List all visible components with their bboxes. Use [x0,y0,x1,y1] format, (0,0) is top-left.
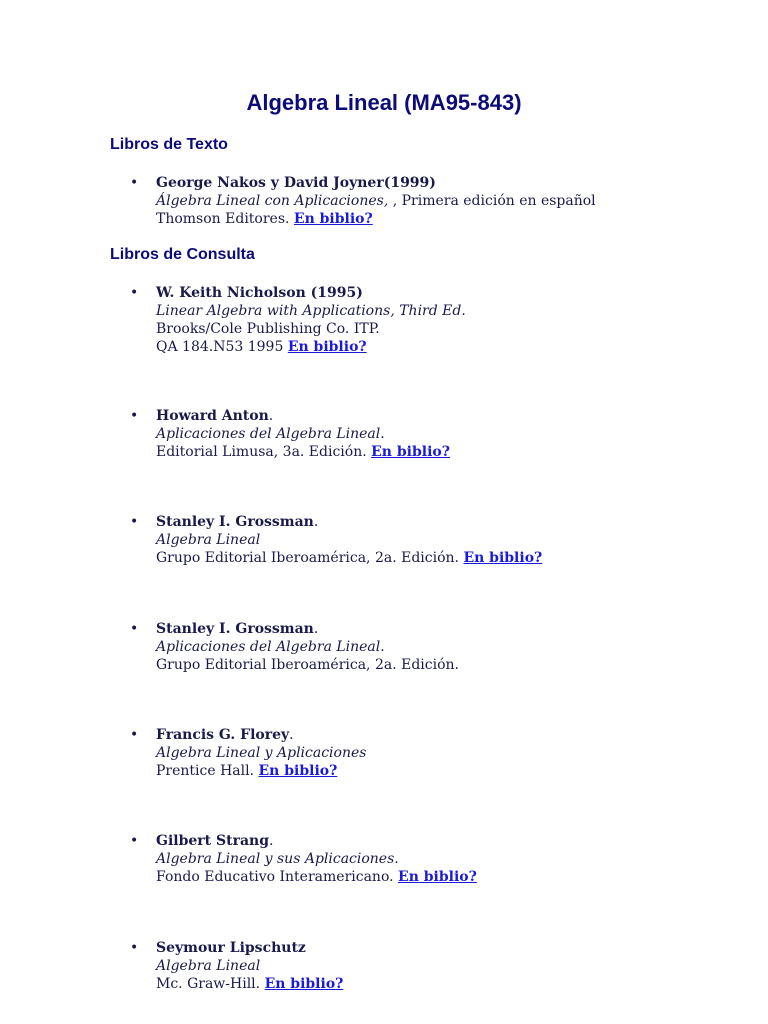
en-biblio-link[interactable]: En biblio? [398,869,477,885]
en-biblio-link[interactable]: En biblio? [371,444,450,460]
call-number-line: QA 184.N53 1995 En biblio? [156,339,367,355]
publisher-line: Fondo Educativo Interamericano. En biblio? [156,869,477,885]
bullet-icon: • [130,940,139,956]
book-title: Linear Algebra with Applications, Third Ed [156,303,462,319]
bullet-icon: • [130,514,139,530]
book-title: Algebra Lineal [156,958,261,974]
book-title: Aplicaciones del Algebra Lineal [156,426,381,442]
publisher-line: Grupo Editorial Iberoamérica, 2a. Edición. En biblio? [156,550,543,566]
en-biblio-link[interactable]: En biblio? [264,976,344,992]
en-biblio-link[interactable]: En biblio? [293,211,373,227]
author: Seymour Lipschutz [156,940,306,956]
author: W. Keith Nicholson (1995) [156,285,363,301]
book-title: Algebra Lineal [156,532,261,548]
book-title-line [156,957,726,975]
author: Gilbert Strang. [156,833,274,849]
bullet-icon: • [130,408,139,424]
book-title: Algebra Lineal y Aplicaciones [156,745,367,761]
bullet-icon: • [130,727,139,743]
book-title-line [156,744,726,762]
book-title-line: Álgebra Lineal con Aplicaciones, , Primera edición en español [156,193,596,209]
publisher-line: Mc. Graw-Hill. En biblio? [156,976,344,992]
book-title: Álgebra Lineal con Aplicaciones, [156,193,389,209]
publisher-line: Thomson Editores. En biblio? [156,211,373,227]
book-title-line: Algebra Lineal y sus Aplicaciones. [156,851,399,867]
book-title-line: Linear Algebra with Applications, Third Ed. [156,303,466,319]
author: Howard Anton. [156,408,274,424]
book-title: Aplicaciones del Algebra Lineal [156,639,381,655]
author: Francis G. Florey. [156,727,294,743]
bullet-icon: • [130,621,139,637]
publisher-line: Grupo Editorial Iberoamérica, 2a. Edición. [156,657,459,673]
bullet-icon: • [130,833,139,849]
en-biblio-link[interactable]: En biblio? [463,550,543,566]
book-title-line: Aplicaciones del Algebra Lineal. [156,426,385,442]
publisher-line: Prentice Hall. En biblio? [156,763,338,779]
page-title: Algebra Lineal (MA95-843) [246,90,522,115]
author: George Nakos y David Joyner(1999) [156,175,436,191]
book-title: Algebra Lineal y sus Aplicaciones [156,851,395,867]
en-biblio-link[interactable]: En biblio? [258,763,338,779]
publisher-line: Brooks/Cole Publishing Co. ITP. [156,321,380,337]
author: Stanley I. Grossman. [156,621,319,637]
author: Stanley I. Grossman. [156,514,319,530]
en-biblio-link[interactable]: En biblio? [287,339,367,355]
publisher-line: Editorial Limusa, 3a. Edición. En biblio? [156,444,450,460]
book-title-line: Aplicaciones del Algebra Lineal. [156,639,385,655]
bullet-icon: • [130,175,139,191]
bullet-icon: • [130,285,139,301]
section-heading-libros-de-texto: Libros de Texto [110,136,228,153]
section-heading-libros-de-consulta: Libros de Consulta [110,246,255,263]
book-title-line [156,531,726,549]
